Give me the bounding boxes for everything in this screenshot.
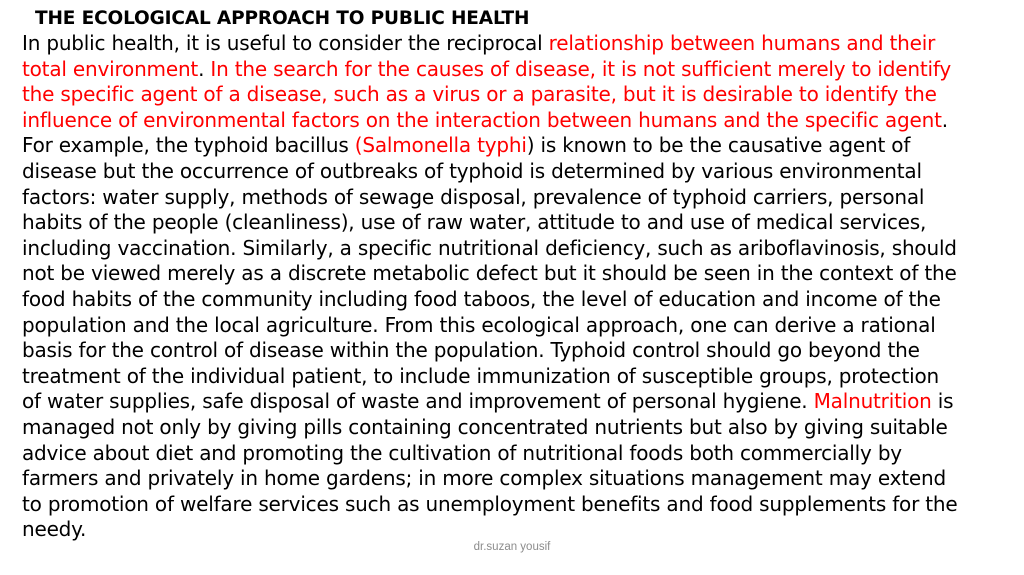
highlighted-text: Malnutrition [813, 389, 932, 414]
body-text-segment: managed not only by giving pills containing concentrated nutrients but also by giving suitable [22, 414, 948, 439]
text-line [22, 389, 1012, 415]
highlighted-text: relationship between humans and their [548, 31, 936, 55]
body-text-segment: advice about diet and promoting the cultivation of nutritional foods both commercially by [22, 440, 902, 465]
text-line [22, 287, 1012, 313]
text-line [22, 261, 1012, 287]
text-line [22, 133, 1012, 159]
text-line [22, 82, 1012, 108]
text-line [22, 159, 1012, 185]
body-text-segment: disease but the occurrence of outbreaks of typhoid is determined by various environmental [22, 158, 922, 183]
text-line [22, 31, 1012, 57]
highlighted-text: In the search for the causes of disease, it is not sufficient merely to identify [210, 56, 951, 81]
text-line [22, 415, 1012, 441]
body-text-segment: needy. [22, 517, 87, 542]
body-text-segment: habits of the people (cleanliness), use of raw water, attitude to and use of medical services, [22, 210, 927, 235]
text-line [22, 492, 1012, 518]
text-line [22, 517, 1012, 543]
body-text-segment: basis for the control of disease within the population. Typhoid control should go beyond the [22, 338, 920, 363]
text-line [22, 466, 1012, 492]
highlighted-text: the specific agent of a disease, such as a virus or a parasite, but it is desirable to identify the [22, 82, 937, 107]
body-text-segment: In public health, it is useful to consider the reciprocal [22, 31, 549, 55]
highlighted-text: (Salmonella typhi [354, 133, 527, 158]
text-line [22, 108, 1012, 134]
slide-title: THE ECOLOGICAL APPROACH TO PUBLIC HEALTH [35, 8, 530, 29]
body-text-segment: treatment of the individual patient, to include immunization of susceptible groups, protection [22, 363, 939, 388]
body-text-segment: . [941, 107, 948, 132]
body-text-segment: population and the local agriculture. From this ecological approach, one can derive a rational [22, 312, 936, 337]
text-line [22, 441, 1012, 467]
body-text-segment: . [198, 56, 211, 81]
footer-author: dr.suzan yousif [473, 541, 551, 553]
body-text-segment: is [931, 389, 954, 414]
body-text-segment: factors: water supply, methods of sewage disposal, prevalence of typhoid carriers, personal [22, 184, 925, 209]
body-text-segment: For example, the typhoid bacillus [22, 133, 355, 158]
text-line [22, 338, 1012, 364]
body-text-segment: farmers and privately in home gardens; in more complex situations management may extend [22, 466, 946, 491]
text-line [22, 210, 1012, 236]
text-line [22, 57, 1012, 83]
body-text-segment: including vaccination. Similarly, a specific nutritional deficiency, such as ariboflavinosis, should [22, 235, 957, 260]
highlighted-text: influence of environmental factors on the interaction between humans and the specific agent [22, 107, 942, 132]
text-line [22, 313, 1012, 339]
body-text-segment: ) is known to be the causative agent of [526, 133, 911, 158]
highlighted-text: total environment [22, 56, 199, 81]
body-text-segment: food habits of the community including food taboos, the level of education and income of the [22, 286, 941, 311]
body-text [22, 31, 1012, 543]
text-line [22, 185, 1012, 211]
text-line [22, 364, 1012, 390]
body-text-segment: not be viewed merely as a discrete metabolic defect but it should be seen in the context of the [22, 261, 957, 286]
text-line [22, 236, 1012, 262]
body-text-segment: of water supplies, safe disposal of waste and improvement of personal hygiene. [22, 389, 814, 414]
body-text-segment: to promotion of welfare services such as unemployment benefits and food supplements for the [22, 491, 958, 516]
